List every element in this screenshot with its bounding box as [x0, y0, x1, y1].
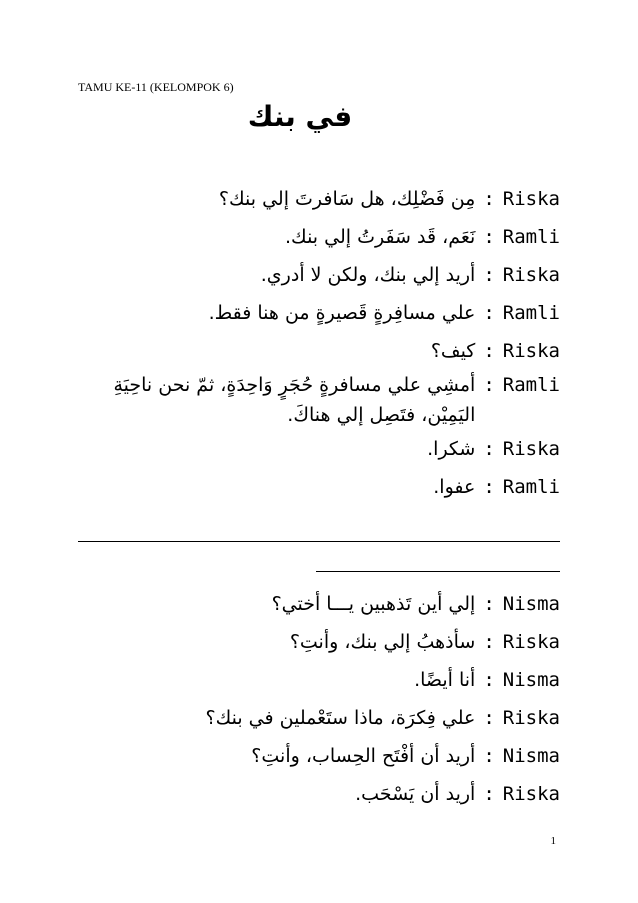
- separator: :: [483, 476, 495, 498]
- separator: :: [483, 438, 495, 460]
- dialogue-line: [60, 256, 560, 294]
- separator: :: [483, 707, 495, 729]
- dialogue-1: [60, 180, 560, 506]
- speaker-name: Riska: [502, 438, 560, 460]
- dialogue-line: [60, 775, 560, 813]
- speaker-name: Ramli: [502, 226, 560, 248]
- speaker-name: Nisma: [502, 745, 560, 767]
- separator: :: [483, 188, 495, 210]
- dialogue-line: [60, 585, 560, 623]
- page-title: في بنك: [247, 100, 353, 133]
- separator: :: [483, 631, 495, 653]
- dialogue-line: [60, 699, 560, 737]
- separator: :: [483, 783, 495, 805]
- separator: :: [483, 264, 495, 286]
- line-text: علي مسافِرةٍ قَصيرةٍ من هنا فقط.: [208, 302, 476, 324]
- line-text: مِن فَضْلِك، هل سَافرتَ إلي بنك؟: [218, 188, 476, 210]
- separator: :: [483, 669, 495, 691]
- document-header: TAMU KE-11 (KELOMPOK 6): [78, 80, 234, 94]
- dialogue-2: [60, 585, 560, 813]
- dialogue-line: [60, 623, 560, 661]
- separator: :: [483, 340, 495, 362]
- speaker-name: Riska: [502, 340, 560, 362]
- speaker-name: Ramli: [502, 374, 560, 396]
- dialogue-line: [60, 370, 560, 430]
- separator: :: [483, 226, 495, 248]
- speaker-name: Nisma: [502, 593, 560, 615]
- speaker-name: Riska: [502, 631, 560, 653]
- speaker-name: Nisma: [502, 669, 560, 691]
- divider-line: [78, 541, 560, 542]
- dialogue-line: [60, 430, 560, 468]
- line-text: شكرا.: [427, 438, 476, 460]
- line-text: أنا أيضًا.: [414, 669, 476, 691]
- speaker-name: Ramli: [502, 302, 560, 324]
- divider-line-short: [316, 571, 560, 572]
- line-text: أريد أن يَسْحَب.: [355, 783, 476, 805]
- dialogue-line: [60, 218, 560, 256]
- speaker-name: Riska: [502, 188, 560, 210]
- separator: :: [483, 374, 495, 396]
- speaker-name: Ramli: [502, 476, 560, 498]
- page-number: 1: [550, 835, 556, 847]
- separator: :: [483, 593, 495, 615]
- line-text: نَعَم، قَد سَفَرتُ إلي بنك.: [285, 226, 476, 248]
- dialogue-line: [60, 468, 560, 506]
- dialogue-line: [60, 180, 560, 218]
- line-text: أريد أن أفْتَح الحِساب، وأنتِ؟: [251, 745, 476, 767]
- dialogue-line: [60, 294, 560, 332]
- separator: :: [483, 745, 495, 767]
- line-text: كيف؟: [430, 340, 476, 362]
- speaker-name: Riska: [502, 264, 560, 286]
- line-text: عفوا.: [433, 476, 476, 498]
- dialogue-line: [60, 661, 560, 699]
- line-text: أمشِي علي مسافرةٍ حُجَرٍ وَاحِدَةٍ، ثمّ نحن ناحِيَةِ اليَمِيْن، فتَصِل إلي هناكَ.: [113, 374, 476, 426]
- line-text: علي فِكرَة، ماذا ستَعْملين في بنك؟: [205, 707, 476, 729]
- speaker-name: Riska: [502, 783, 560, 805]
- speaker-name: Riska: [502, 707, 560, 729]
- line-text: إلي أين تَذهبين يـــا أختي؟: [271, 593, 476, 615]
- line-text: سأذهبُ إلي بنك، وأنتِ؟: [289, 631, 476, 653]
- dialogue-line: [60, 737, 560, 775]
- dialogue-line: [60, 332, 560, 370]
- line-text: أريد إلي بنك، ولكن لا أدري.: [260, 264, 476, 286]
- separator: :: [483, 302, 495, 324]
